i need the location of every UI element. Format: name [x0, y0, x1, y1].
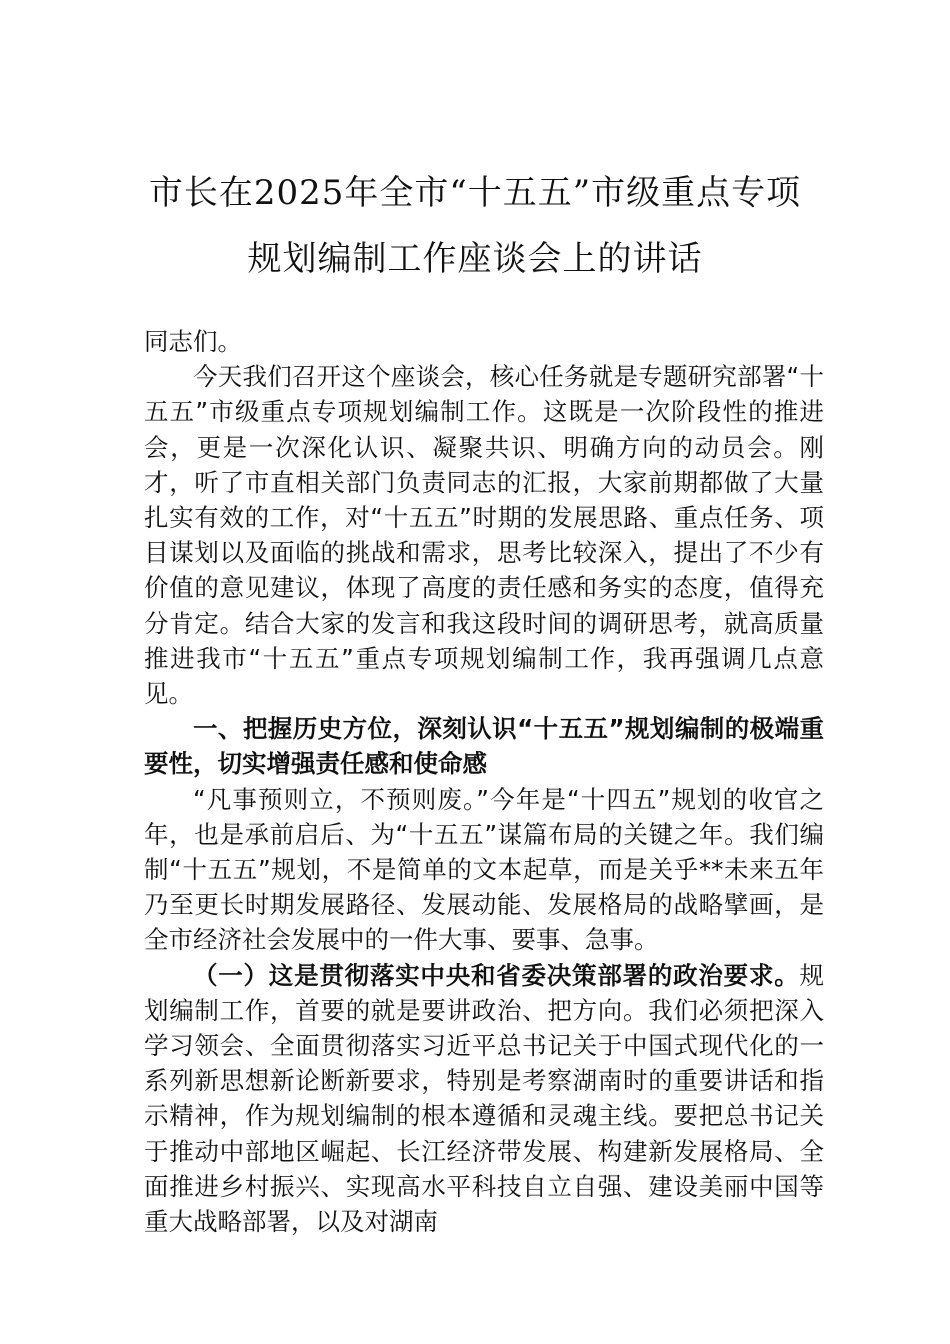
paragraph-subsection-1 [144, 958, 824, 1240]
title-line-2: 规划编制工作座谈会上的讲话 [247, 239, 703, 279]
subsection-heading-1: （一）这是贯彻落实中央和省委决策部署的政治要求。 [193, 960, 800, 990]
subsection-body-1: 规划编制工作，首要的就是要讲政治、把方向。我们必须把深入学习领会、全面贯彻落实习近平总书记关于中国式现代化的一系列新思想新论断新要求，特别是考察湖南时的重要讲话和指示精神，作为规划编制的根本遵循和灵魂主线。要把总书记关于推动中部地区崛起、长江经济带发展、构建新发展格局、全面推进乡村振兴、实现高水平科技自立自强、建设美丽中国等重大战略部署，以及对湖南 [144, 960, 824, 1237]
section-heading-1: 一、把握历史方位，深刻认识“十五五”规划编制的极端重要性，切实增强责任感和使命感 [144, 714, 824, 779]
title-line-1: 市长在2025年全市“十五五”市级重点专项 [148, 173, 802, 213]
salutation: 同志们。 [144, 327, 242, 356]
document-body [144, 324, 824, 1239]
paragraph-intro: 今天我们召开这个座谈会，核心任务就是专题研究部署“十五五”市级重点专项规划编制工作。这既是一次阶段性的推进会，更是一次深化认识、凝聚共识、明确方向的动员会。刚才，听了市直相关部门负责同志的汇报，大家前期都做了大量扎实有效的工作，对“十五五”时期的发展思路、重点任务、项目谋划以及面临的挑战和需求，思考比较深入，提出了不少有价值的意见建议，体现了高度的责任感和务实的态度，值得充分肯定。结合大家的发言和我这段时间的调研思考，就高质量推进我市“十五五”重点专项规划编制工作，我再强调几点意见。 [144, 362, 824, 709]
paragraph-section-1: “凡事预则立，不预则废。”今年是“十四五”规划的收官之年，也是承前启后、为“十五五”谋篇布局的关键之年。我们编制“十五五”规划，不是简单的文本起草，而是关乎**未来五年乃至更长时期发展路径、发展动能、发展格局的战略擘画，是全市经济社会发展中的一件大事、要事、急事。 [144, 784, 824, 955]
document-title [0, 160, 950, 292]
